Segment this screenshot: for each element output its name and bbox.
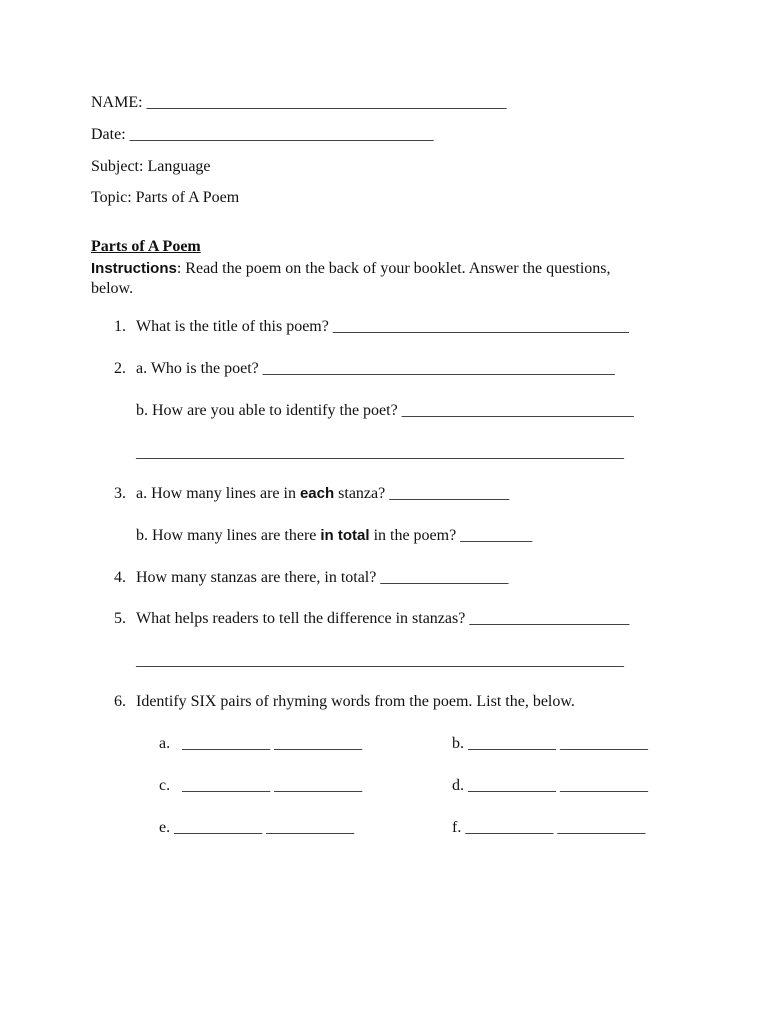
instructions-label: Instructions <box>91 260 177 277</box>
question-2a[interactable]: a. Who is the poet? ____________________________________________ <box>136 360 615 377</box>
question-number: 2. <box>114 360 126 377</box>
q3a-text-post: stanza? _______________ <box>334 485 510 502</box>
question-number: 1. <box>114 318 126 335</box>
answer-line-5[interactable]: _____________________________________________________________ <box>136 652 624 669</box>
question-5[interactable]: What helps readers to tell the difference in stanzas? ____________________ <box>136 610 630 627</box>
rhyme-pair-a[interactable]: a. ___________ ___________ <box>159 735 363 752</box>
instructions-text: : Read the poem on the back of your booklet. Answer the questions, <box>176 260 611 277</box>
question-number: 3. <box>114 485 126 502</box>
question-2b[interactable]: b. How are you able to identify the poet? _____________________________ <box>136 402 634 419</box>
q3b-text-pre: b. How many lines are there <box>136 527 321 544</box>
name-field[interactable]: NAME: _____________________________________________ <box>91 94 507 111</box>
answer-line-2b[interactable]: _____________________________________________________________ <box>136 444 624 461</box>
topic-line: Topic: Parts of A Poem <box>91 189 240 206</box>
q3a-text-pre: a. How many lines are in <box>136 485 300 502</box>
instructions <box>91 259 611 279</box>
question-number: 6. <box>114 693 126 710</box>
question-6: Identify SIX pairs of rhyming words from the poem. List the, below. <box>136 693 575 710</box>
rhyme-pair-f[interactable]: f. ___________ ___________ <box>452 819 646 836</box>
question-number: 4. <box>114 569 126 586</box>
rhyme-pair-b[interactable]: b. ___________ ___________ <box>452 735 648 752</box>
question-3b[interactable] <box>136 526 532 546</box>
worksheet-title: Parts of A Poem <box>91 238 201 255</box>
rhyme-pair-e[interactable]: e. ___________ ___________ <box>159 819 355 836</box>
subject-line: Subject: Language <box>91 158 211 175</box>
question-1[interactable]: What is the title of this poem? _____________________________________ <box>136 318 629 335</box>
date-field[interactable]: Date: ______________________________________ <box>91 126 434 143</box>
rhyme-pair-d[interactable]: d. ___________ ___________ <box>452 777 648 794</box>
q3b-text-post: in the poem? _________ <box>369 527 533 544</box>
q3a-emphasis: each <box>299 485 335 502</box>
question-number: 5. <box>114 610 126 627</box>
q3b-emphasis: in total <box>320 527 370 544</box>
question-4[interactable]: How many stanzas are there, in total? ________________ <box>136 569 509 586</box>
rhyme-pair-c[interactable]: c. ___________ ___________ <box>159 777 363 794</box>
instructions-text-cont: below. <box>91 280 134 297</box>
question-3a[interactable] <box>136 484 509 504</box>
